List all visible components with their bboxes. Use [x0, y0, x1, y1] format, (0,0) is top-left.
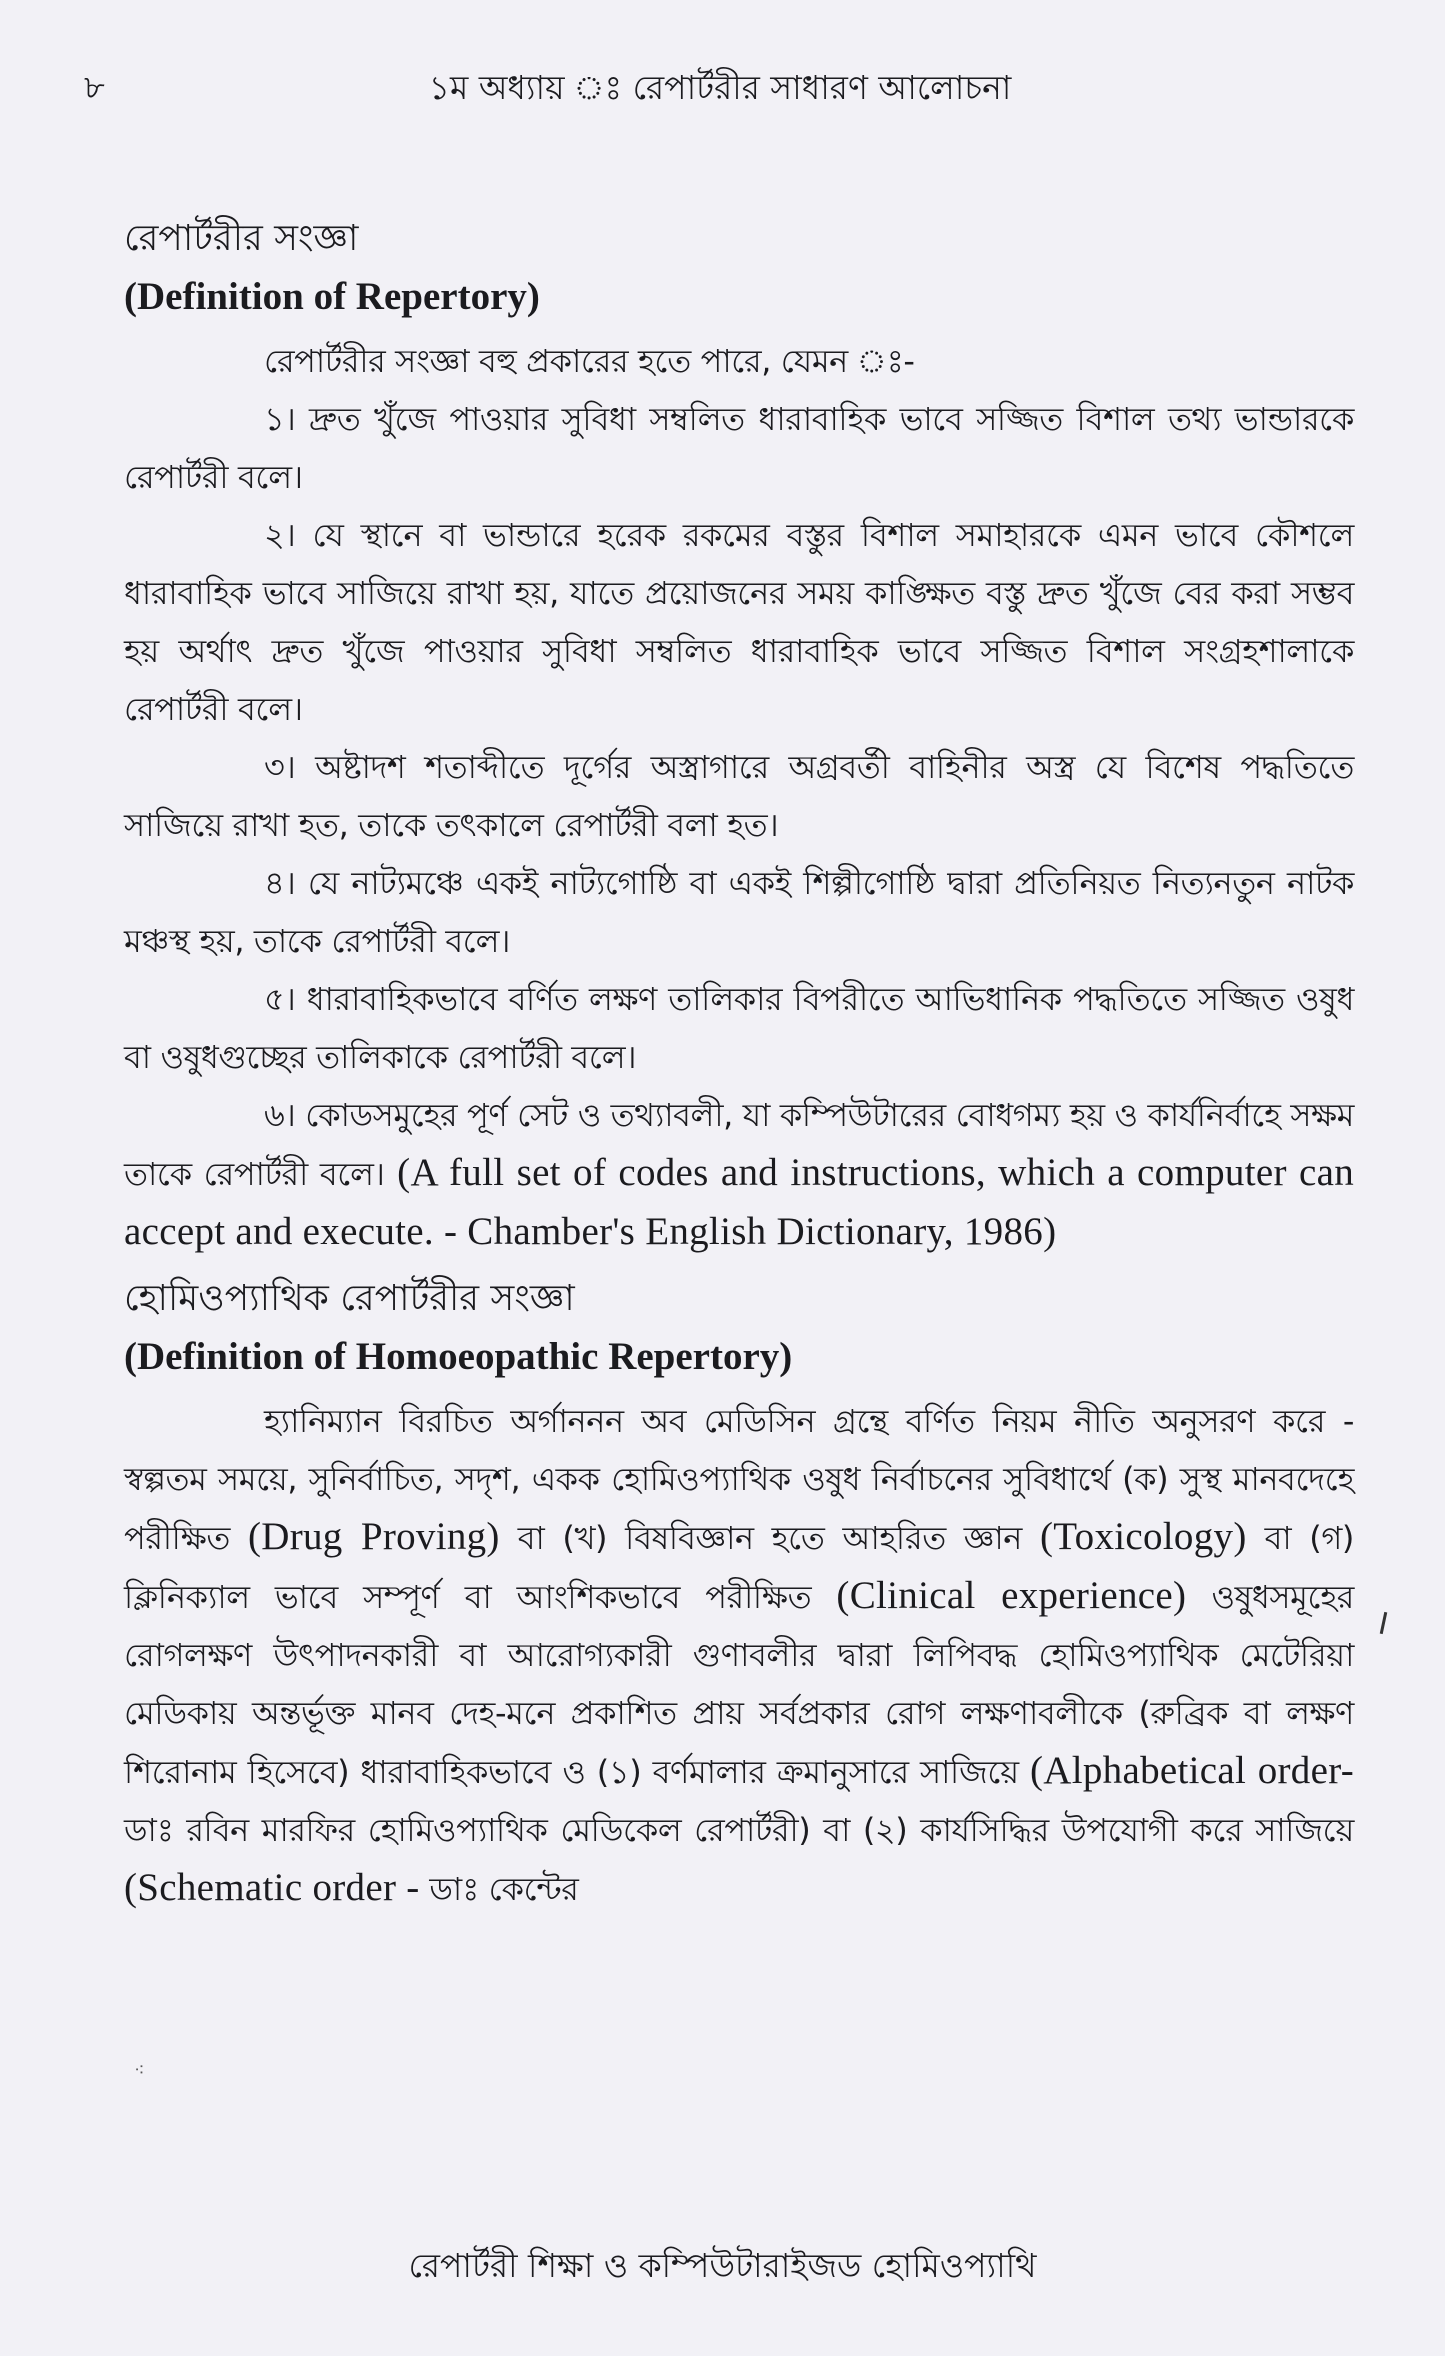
spacer	[124, 1262, 1354, 1270]
paragraph-text-6: ডাঃ কেন্টের	[419, 1870, 579, 1908]
section-heading-bengali-2: হোমিওপ্যাথিক রেপার্টরীর সংজ্ঞা	[124, 1278, 575, 1319]
term-toxicology: (Toxicology)	[1039, 1515, 1247, 1558]
paragraph-text-4: ওষুধসমূহের রোগলক্ষণ উৎপাদনকারী বা আরোগ্যকারী গুণাবলীর দ্বারা লিপিবদ্ধ হোমিওপ্যাথিক মেটেরিয়া মেডিকায় অন্তর্ভূক্ত মানব দেহ-মনে প্রকাশিত প্রায় সর্বপ্রকার রোগ লক্ষণাবলীকে (রুব্রিক বা লক্ষণ শিরোনাম হিসেবে) ধারাবাহিকভাবে ও (১) বর্ণমালার ক্রমানুসারে সাজিয়ে	[124, 1578, 1355, 1791]
homoeopathic-definition-paragraph	[124, 1392, 1354, 1918]
definition-item-4: ৪। যে নাট্যমঞ্চে একই নাট্যগোষ্ঠি বা একই শিল্পীগোষ্ঠি দ্বারা প্রতিনিয়ত নিত্যনতুন নাটক মঞ্চস্থ হয়, তাকে রেপার্টরী বলে।	[124, 864, 1354, 960]
print-speck: ⁖	[134, 2060, 145, 2081]
term-schematic-order: (Schematic order -	[124, 1866, 420, 1909]
paragraph-text-1: হ্যানিম্যান বিরচিত অর্গাননন অব মেডিসিন গ্রন্থে বর্ণিত নিয়ম নীতি অনুসরণ করে - স্বল্পতম সময়ে, সুনির্বাচিত, সদৃশ, একক হোমিওপ্যাথিক ওষুধ নির্বাচনের সুবিধার্থে (ক) সুস্থ মানবদেহে পরীক্ষিত	[124, 1402, 1354, 1557]
section-heading-english: (Definition of Repertory)	[124, 275, 540, 318]
page-footer: রেপার্টরী শিক্ষা ও কম্পিউটারাইজড হোমিওপ্যাথি	[408, 2246, 1037, 2285]
paragraph-text-5: ডাঃ রবিন মারফির হোমিওপ্যাথিক মেডিকেল রেপার্টরী) বা (২) কার্যসিদ্ধির উপযোগী করে সাজিয়ে	[124, 1811, 1354, 1849]
paragraph-text-2: বা (খ) বিষবিজ্ঞান হতে আহরিত জ্ঞান	[499, 1519, 1040, 1557]
definition-item-6-bengali: ৬। কোডসমুহের পূর্ণ সেট ও তথ্যাবলী, যা কম্পিউটারের বোধগম্য হয় ও কার্যনির্বাহে সক্ষম তাকে রেপার্টরী বলে।	[124, 1096, 1354, 1193]
definition-item-5: ৫। ধারাবাহিকভাবে বর্ণিত লক্ষণ তালিকার বিপরীতে আভিধানিক পদ্ধতিতে সজ্জিত ওষুধ বা ওষুধগুচ্ছের তালিকাকে রেপার্টরী বলে।	[124, 980, 1354, 1076]
pencil-mark	[1380, 1612, 1388, 1634]
running-title: ১ম অধ্যায় ঃ রেপার্টরীর সাধারণ আলোচনা	[428, 68, 1012, 107]
page-header	[70, 62, 1370, 122]
term-drug-proving: (Drug Proving)	[247, 1515, 500, 1558]
term-alphabetical-order: (Alphabetical order-	[1029, 1749, 1354, 1792]
section-heading-english-2: (Definition of Homoeopathic Repertory)	[124, 1335, 793, 1378]
definition-item-1: ১। দ্রুত খুঁজে পাওয়ার সুবিধা সম্বলিত ধারাবাহিক ভাবে সজ্জিত বিশাল তথ্য ভান্ডারকে রেপার্টরী বলে।	[124, 400, 1354, 496]
definition-item-6	[124, 1086, 1354, 1262]
definition-item-6-english: (A full set of codes and instructions, which a computer can accept and execute. - Chamber's English Dictionary, 1986)	[124, 1151, 1354, 1253]
page-body	[124, 210, 1354, 1918]
term-clinical-experience: (Clinical experience)	[836, 1574, 1187, 1617]
definition-item-3: ৩। অষ্টাদশ শতাব্দীতে দূর্গের অস্ত্রাগারে অগ্রবর্তী বাহিনীর অস্ত্র যে বিশেষ পদ্ধতিতে সাজিয়ে রাখা হত, তাকে তৎকালে রেপার্টরী বলা হত।	[124, 748, 1354, 844]
paragraph-text-3: বা (গ) ক্লিনিক্যাল ভাবে সম্পূর্ণ বা আংশিকভাবে পরীক্ষিত	[124, 1519, 1354, 1616]
section-heading-bengali: রেপার্টরীর সংজ্ঞা	[124, 218, 359, 259]
definition-item-2: ২। যে স্থানে বা ভান্ডারে হরেক রকমের বস্তুর বিশাল সমাহারকে এমন ভাবে কৌশলে ধারাবাহিক ভাবে সাজিয়ে রাখা হয়, যাতে প্রয়োজনের সময় কাঙ্ক্ষিত বস্তু দ্রুত খুঁজে বের করা সম্ভব হয় অর্থাৎ দ্রুত খুঁজে পাওয়ার সুবিধা সম্বলিত ধারাবাহিক ভাবে সজ্জিত বিশাল সংগ্রহশালাকে রেপার্টরী বলে।	[124, 516, 1354, 728]
definition-intro: রেপার্টরীর সংজ্ঞা বহু প্রকারের হতে পারে, যেমন ঃ-	[264, 342, 915, 380]
page-number: ৮	[84, 68, 105, 106]
